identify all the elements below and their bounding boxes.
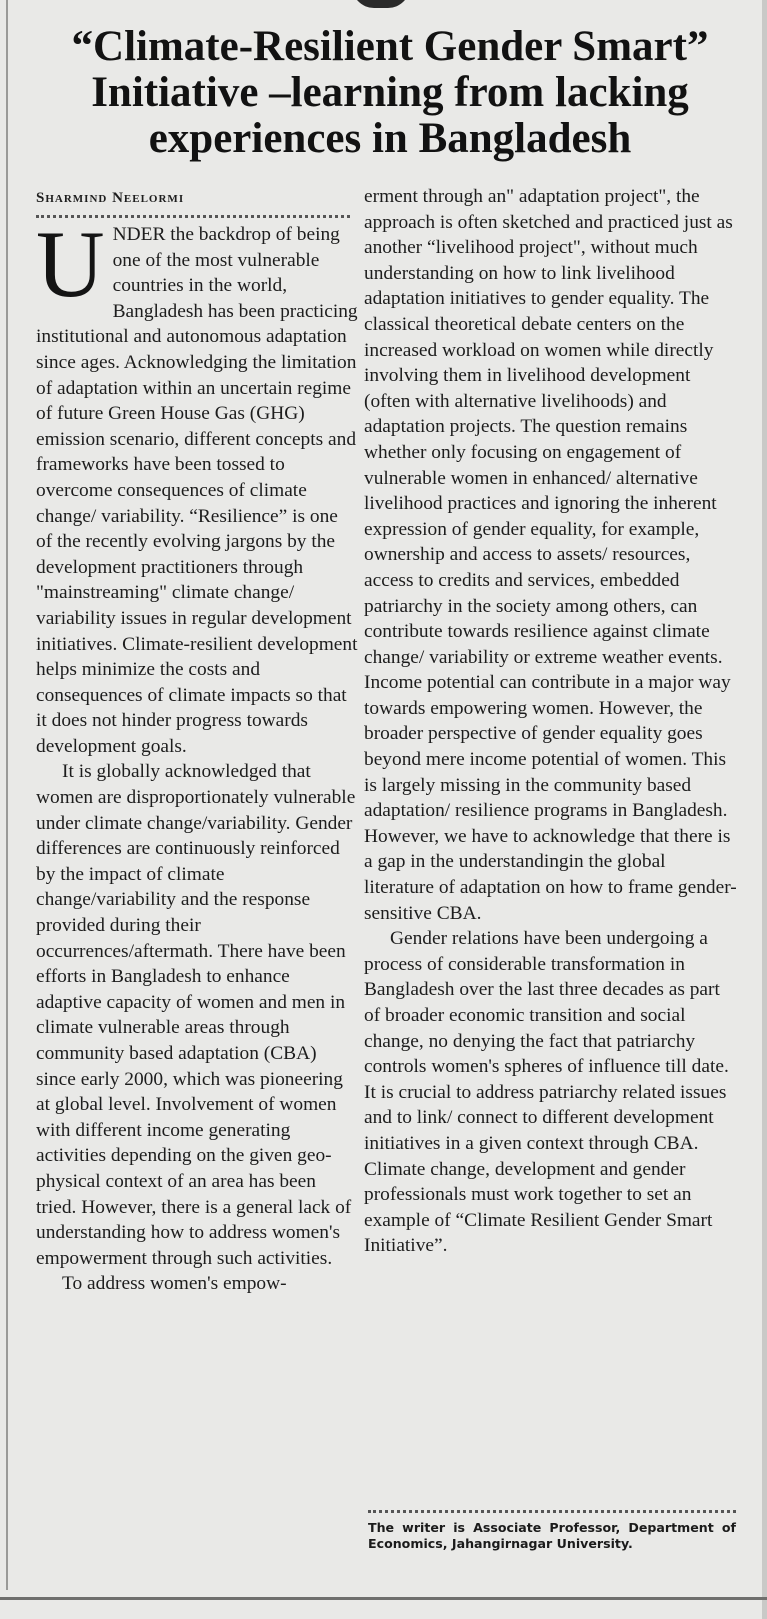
cropped-masthead-glyph bbox=[352, 0, 410, 8]
drop-cap: U bbox=[36, 211, 105, 317]
paragraph-2: It is globally acknowledged that women are disproportionately vulnerable under climate change/variability. Gender differences are continuously reinforced by the impact of climate change/variability and the response provided during their occurrences/aftermath. There have been efforts in Bangladesh to enhance adaptive capacity of women and men in climate vulnerable areas through community based adaptation (CBA) since early 2000, which was pioneering at global level. Involvement of women with different income generating activities depending on the given geo-physical context of an area has been tried. However, there is a general lack of understanding how to address women's empowerment through such activities. bbox=[36, 761, 356, 1269]
paragraph-4: Gender relations have been undergoing a process of considerable transformation in Bangladesh over the last three decades as part of broader economic transition and social change, no denying the fact that patriarchy controls women's spheres of influence till date. It is crucial to address patriarchy related issues and to link/ connect to different development initiatives in a given context through CBA. Climate change, development and gender professionals must work together to set an example of “Climate Resilient Gender Smart Initiative”. bbox=[364, 928, 729, 1257]
article-column-right bbox=[364, 184, 738, 1259]
page-left-border bbox=[6, 0, 8, 1590]
author-byline: Sharmind Neelormi bbox=[36, 190, 185, 206]
author-footnote: The writer is Associate Professor, Department of Economics, Jahangirnagar University. bbox=[368, 1520, 736, 1551]
paragraph-intro bbox=[36, 211, 358, 759]
paragraph-3-continued: erment through an" adaptation project", the approach is often sketched and practiced just as another “livelihood project", without much understanding on how to link livelihood adaptation initiatives to gender equality. The classical theoretical debate centers on the increased workload on women while directly involving them in livelihood development (often with alternative livelihoods) and adaptation projects. The question remains whether only focusing on engagement of vulnerable women in enhanced/ alternative livelihood practices and ignoring the inherent expression of gender equality, for example, ownership and access to assets/ resources, access to credits and services, embedded patriarchy in the society among others, can contribute towards resilience against climate change/ variability or extreme weather events. Income potential can contribute in a major way towards empowering women. However, the broader perspective of gender equality goes beyond mere income potential of women. This is largely missing in the community based adaptation/ resilience programs in Bangladesh. However, we have to acknowledge that there is a gap in the understandingin the global literature of adaptation on how to frame gender-sensitive CBA. bbox=[364, 186, 737, 924]
page-right-edge bbox=[762, 0, 767, 1619]
paragraph-3-start: To address women's empow- bbox=[62, 1273, 287, 1295]
article-headline: “Climate-Resilient Gender Smart” Initiative –learning from lacking experiences in Bangladesh bbox=[71, 23, 709, 162]
footer-dotted-divider bbox=[368, 1510, 736, 1513]
article-column-left bbox=[36, 211, 358, 1297]
bottom-rule bbox=[0, 1597, 767, 1600]
paragraph-intro-text: NDER the backdrop of being one of the most vulnerable countries in the world, Bangladesh has been practicing institutional and autonomous adaptation since ages. Acknowledging the limitation of adaptation within an uncertain regime of future Green House Gas (GHG) emission scenario, different concepts and frameworks have been tossed to overcome consequences of climate change/ variability. “Resilience” is one of the recently evolving jargons by the development practitioners through "mainstreaming" climate change/ variability issues in regular development initiatives. Climate-resilient development helps minimize the costs and consequences of climate impacts so that it does not hinder progress towards development goals. bbox=[36, 224, 358, 757]
